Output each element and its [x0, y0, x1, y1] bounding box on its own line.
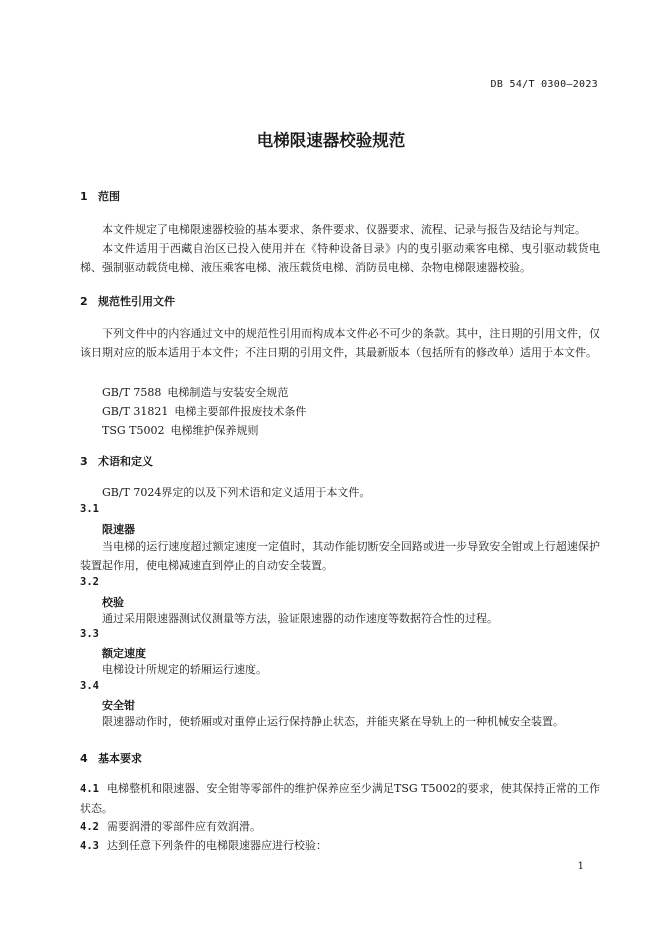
clause-number: 3.4	[80, 680, 99, 692]
section-1-heading	[80, 188, 120, 204]
section-3-heading	[80, 453, 153, 469]
paragraph: GB/T 7024界定的以及下列术语和定义适用于本文件。	[102, 486, 371, 499]
section-4-heading	[80, 750, 142, 766]
reference-item	[102, 403, 306, 419]
reference-name: 电梯主要部件报废技术条件	[174, 405, 307, 418]
reference-code: TSG T5002	[102, 424, 165, 437]
reference-name: 电梯制造与安装安全规范	[167, 386, 289, 399]
term-title: 安全钳	[102, 699, 135, 712]
reference-item	[102, 422, 259, 438]
requirement-item	[80, 817, 600, 837]
requirement-text: 达到任意下列条件的电梯限速器应进行校验：	[106, 839, 327, 852]
term-definition: 通过采用限速器测试仪测量等方法，验证限速器的动作速度等数据符合性的过程。	[102, 612, 498, 625]
clause-number: 4.2	[80, 821, 99, 833]
term-title: 额定速度	[102, 647, 146, 660]
section-2-heading	[80, 293, 175, 309]
section-number: 4	[80, 752, 88, 765]
term-definition: 限速器动作时，使轿厢或对重停止运行保持静止状态，并能夹紧在导轨上的一种机械安全装置。	[102, 715, 564, 728]
section-title: 规范性引用文件	[98, 295, 175, 308]
standard-number: DB 54/T 0300—2023	[490, 79, 598, 90]
page-number: 1	[577, 861, 584, 872]
term-title: 限速器	[102, 523, 135, 536]
clause-number: 3.1	[80, 503, 99, 515]
requirement-item	[80, 779, 600, 818]
clause-number: 3.3	[80, 628, 99, 640]
requirement-item	[80, 836, 600, 856]
section-number: 2	[80, 295, 88, 308]
section-number: 3	[80, 455, 88, 468]
clause-number: 4.3	[80, 840, 99, 852]
reference-code: GB/T 7588	[102, 386, 162, 399]
section-title: 基本要求	[98, 752, 142, 765]
paragraph: 下列文件中的内容通过文中的规范性引用而构成本文件必不可少的条款。其中，注日期的引用文件，仅该日期对应的版本适用于本文件；不注日期的引用文件，其最新版本（包括所有的修改单）适用于本文件。	[80, 327, 600, 359]
reference-item	[102, 384, 288, 400]
document-title: 电梯限速器校验规范	[256, 131, 406, 150]
reference-name: 电梯维护保养规则	[170, 424, 259, 437]
section-title: 范围	[98, 190, 120, 203]
section-number: 1	[80, 190, 88, 203]
reference-code: GB/T 31821	[102, 405, 169, 418]
requirement-text: 电梯整机和限速器、安全钳等零部件的维护保养应至少满足TSG T5002的要求，使其保持正常的工作状态。	[80, 782, 600, 815]
paragraph: 本文件规定了电梯限速器校验的基本要求、条件要求、仪器要求、流程、记录与报告及结论与判定。	[102, 223, 586, 236]
paragraph: 本文件适用于西藏自治区已投入使用并在《特种设备目录》内的曳引驱动乘客电梯、曳引驱动载货电梯、强制驱动载货电梯、液压乘客电梯、液压载货电梯、消防员电梯、杂物电梯限速器校验。	[80, 242, 600, 274]
requirement-text: 需要润滑的零部件应有效润滑。	[106, 820, 261, 833]
clause-number: 4.1	[80, 783, 99, 795]
term-definition: 电梯设计所规定的轿厢运行速度。	[102, 663, 267, 676]
clause-number: 3.2	[80, 576, 99, 588]
term-definition: 当电梯的运行速度超过额定速度一定值时，其动作能切断安全回路或进一步导致安全钳或上行超速保护装置起作用，使电梯减速直到停止的自动安全装置。	[80, 540, 600, 572]
section-title: 术语和定义	[98, 455, 153, 468]
term-title: 校验	[102, 596, 124, 609]
